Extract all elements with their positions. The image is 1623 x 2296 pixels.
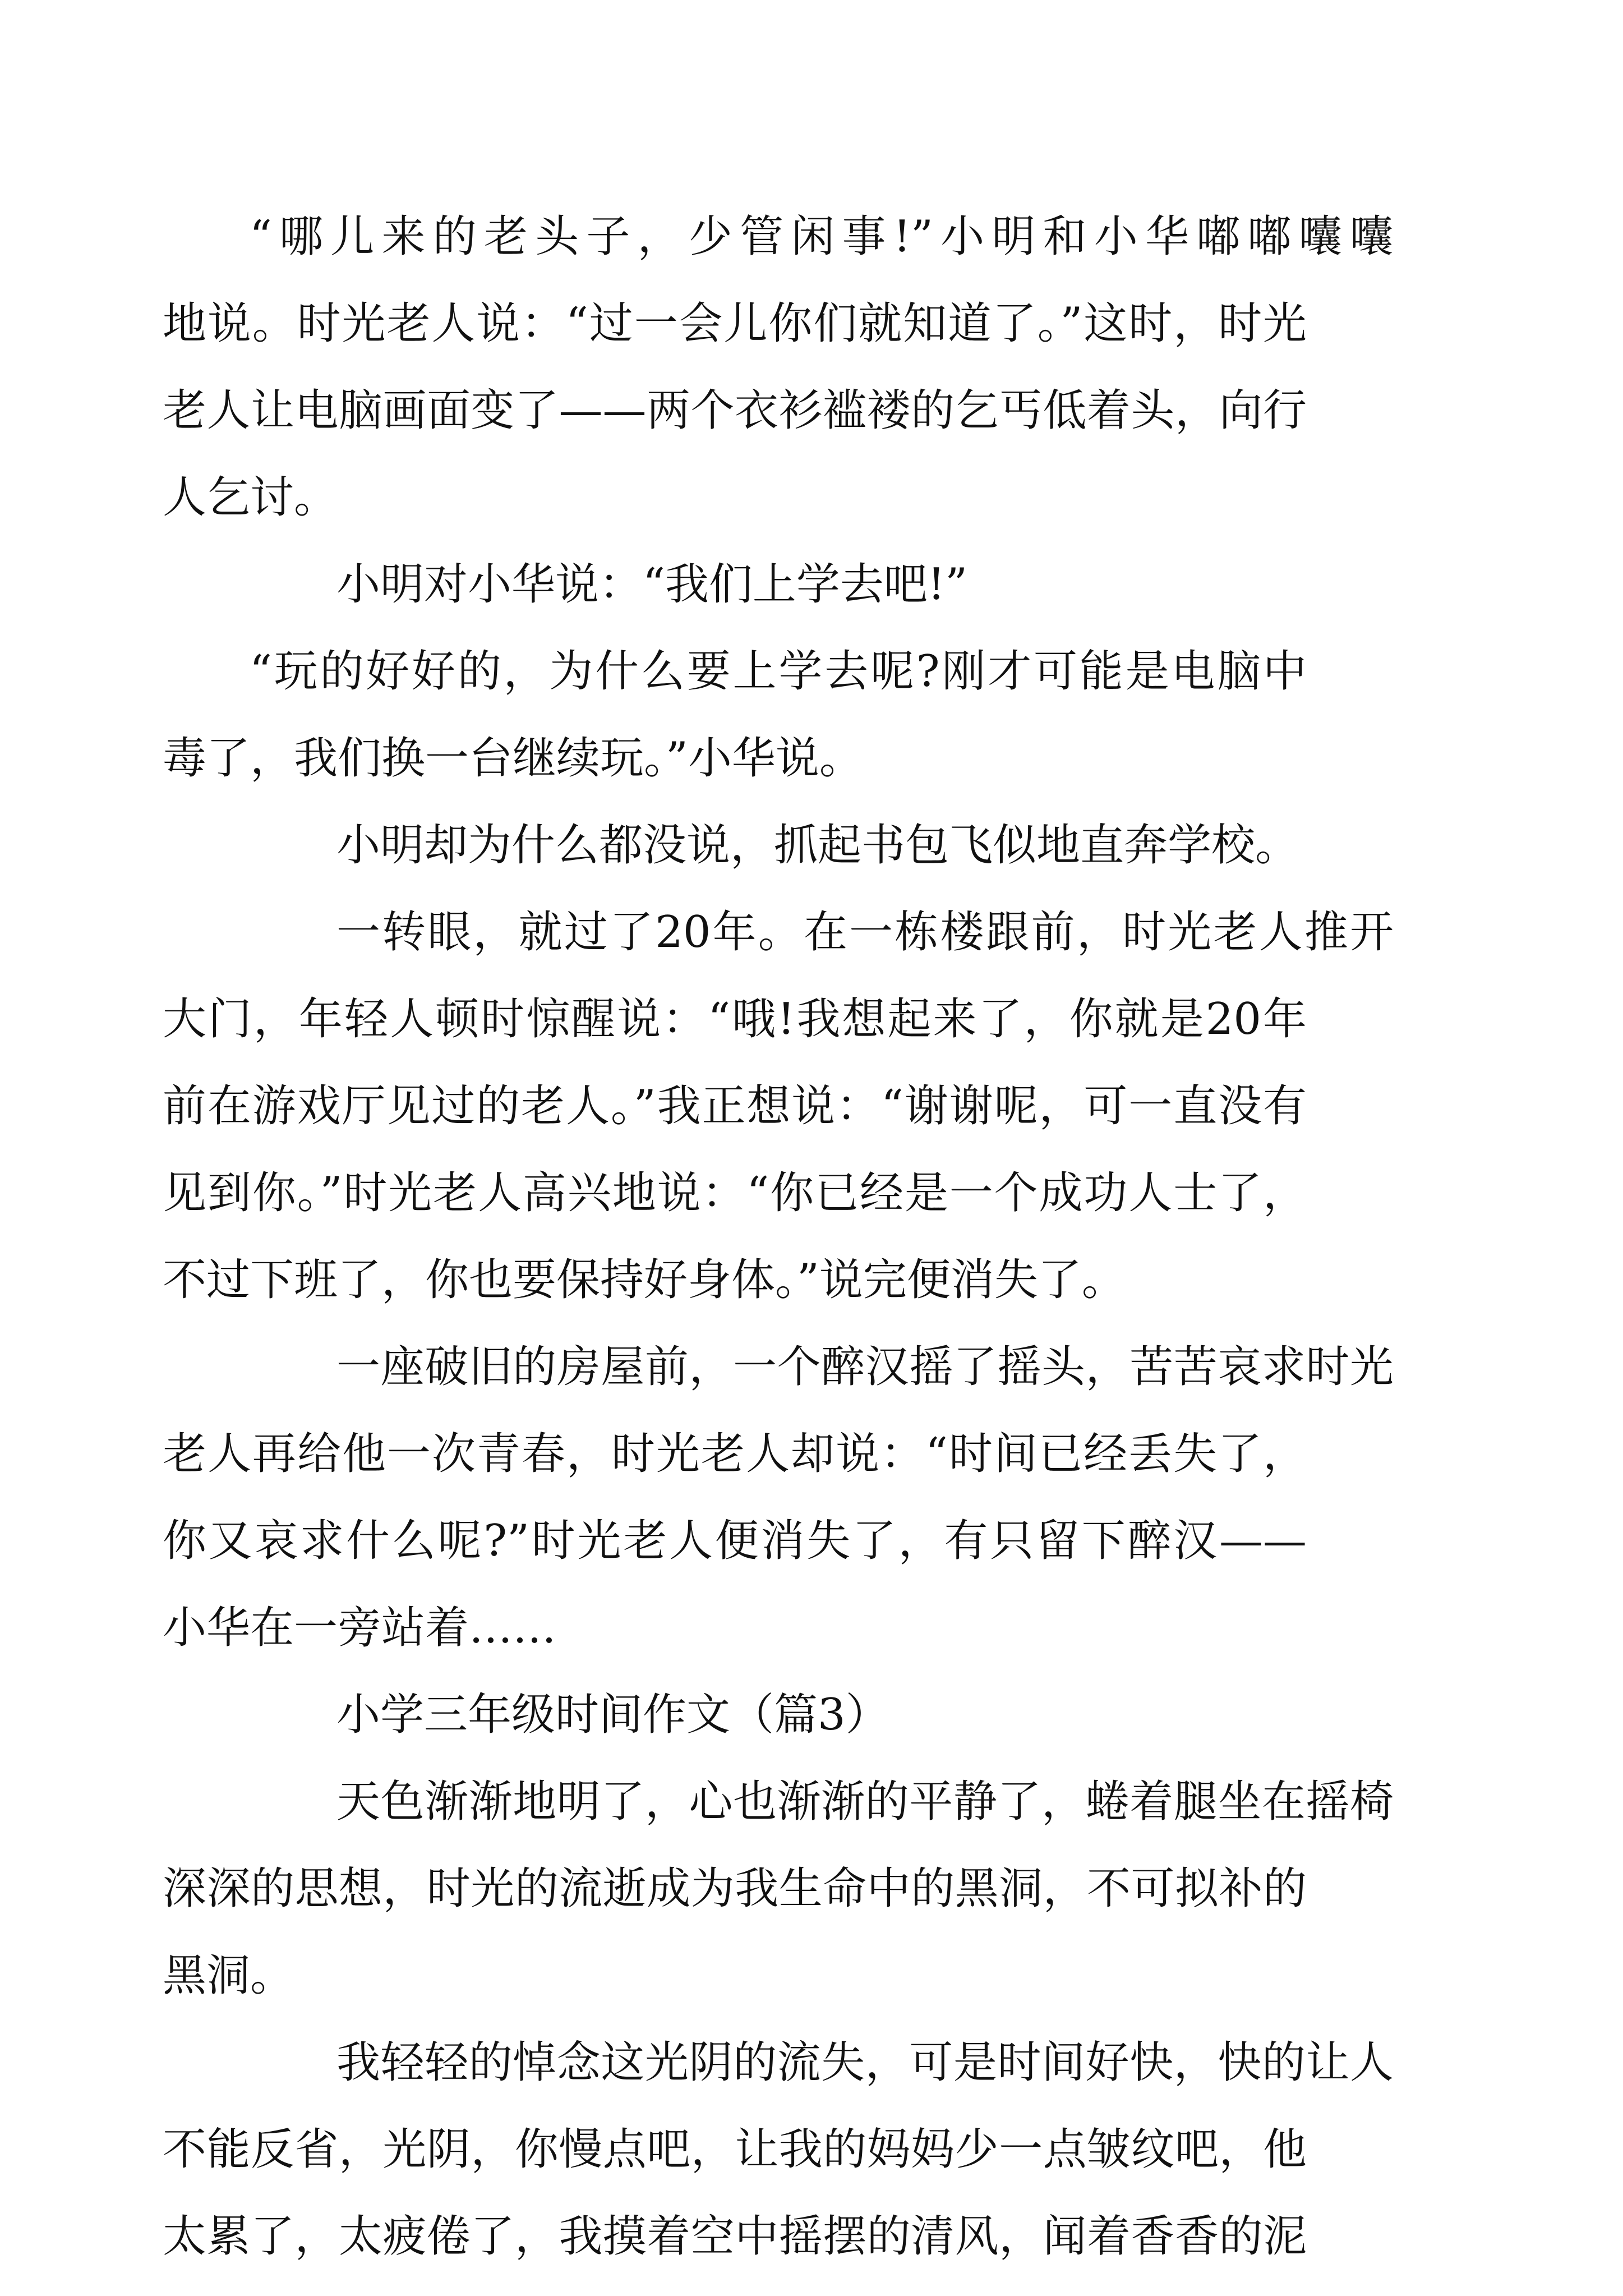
text-line: 大门，年轻人顿时惊醒说：“哦!我想起来了，你就是20年 — [163, 994, 1307, 1045]
text-line: 深深的思想，时光的流逝成为我生命中的黑洞，不可拟补的 — [163, 1864, 1307, 1914]
text-line: 黑洞。 — [163, 1950, 294, 2001]
text-line: 小明却为什么都没说，抓起书包飞似地直奔学校。 — [336, 820, 1299, 871]
text-line: 不能反省，光阴，你慢点吧，让我的妈妈少一点皱纹吧，他 — [163, 2124, 1307, 2175]
text-line: 地说。时光老人说：“过一会儿你们就知道了。”这时，时光 — [163, 298, 1307, 349]
text-line: “哪儿来的老头子，少管闲事!”小明和小华嘟嘟囔囔 — [250, 211, 1394, 262]
text-line: 人乞讨。 — [163, 472, 338, 523]
text-line: 小华在一旁站着…… — [163, 1603, 557, 1653]
section-heading: 小学三年级时间作文（篇3） — [336, 1690, 889, 1740]
text-line: 一转眼，就过了20年。在一栋楼跟前，时光老人推开 — [336, 907, 1394, 958]
text-line: 老人让电脑画面变了——两个衣衫褴褛的乞丐低着头，向行 — [163, 385, 1307, 436]
text-line: 天色渐渐地明了，心也渐渐的平静了，蜷着腿坐在摇椅 — [336, 1777, 1394, 1827]
text-line: 前在游戏厅见过的老人。”我正想说：“谢谢呢，可一直没有 — [163, 1081, 1307, 1131]
text-line: 老人再给他一次青春，时光老人却说：“时间已经丢失了， — [163, 1429, 1307, 1479]
text-line: 见到你。”时光老人高兴地说：“你已经是一个成功人士了， — [163, 1168, 1307, 1218]
text-line: 我轻轻的悼念这光阴的流失，可是时间好快，快的让人 — [336, 2037, 1394, 2088]
text-line: “玩的好好的，为什么要上学去呢?刚才可能是电脑中 — [250, 646, 1307, 697]
text-line: 毒了，我们换一台继续玩。”小华说。 — [163, 733, 863, 784]
text-line: 小明对小华说：“我们上学去吧!” — [336, 559, 968, 610]
text-line: 一座破旧的房屋前，一个醉汉摇了摇头，苦苦哀求时光 — [336, 1342, 1394, 1392]
text-line: 你又哀求什么呢?”时光老人便消失了，有只留下醉汉—— — [163, 1516, 1307, 1566]
text-line: 太累了，太疲倦了，我摸着空中摇摆的清风，闻着香香的泥 — [163, 2211, 1307, 2262]
text-line: 不过下班了，你也要保持好身体。”说完便消失了。 — [163, 1255, 1126, 1305]
